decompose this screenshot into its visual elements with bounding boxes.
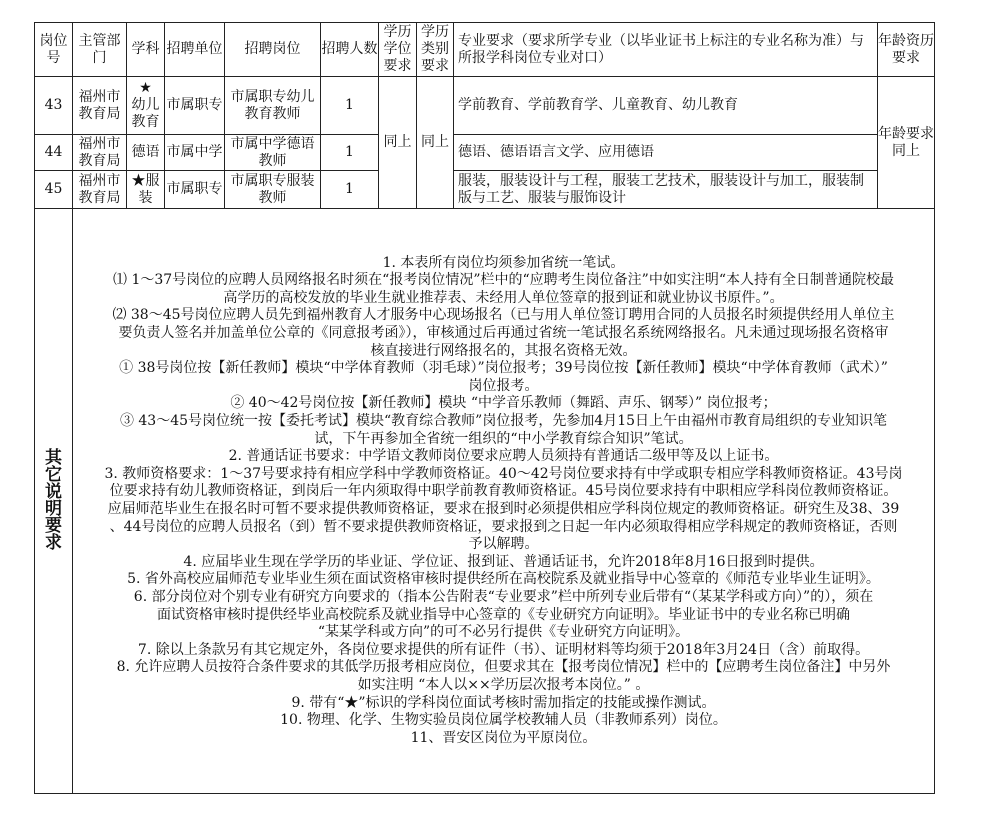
note-line: ⑵ 38～45号岗位应聘人员先到福州教育人才服务中心现场报名（已与用人单位签订聘用合同的人员报名时须提供经用人单位主 (112, 307, 895, 324)
note-line: 面试资格审核时提供经毕业高校院系及就业指导中心签章的《专业研究方向证明》。毕业证书中的专业名称已明确 (157, 606, 850, 623)
note-line: 予以解聘。 (468, 536, 539, 553)
notes-row (35, 209, 935, 794)
unit-cell: 市属中学 (165, 135, 225, 171)
notes-label-char: 求 (45, 533, 62, 553)
subject-cell (127, 135, 165, 171)
header-post: 招聘岗位 (225, 23, 321, 77)
dept-cell: 福州市教育局 (73, 77, 127, 135)
edu-degree-cell: 同上 (379, 77, 417, 209)
age-cell: 年龄要求同上 (878, 77, 935, 209)
subject-cell (127, 77, 165, 135)
header-edu-type: 学历类别要求 (417, 23, 454, 77)
note-line: 7. 除以上条款另有其它规定外，各岗位要求提供的所有证件（书）、证明材料等均须于2018年3月24日（含）前取得。 (137, 641, 870, 658)
dept-cell: 福州市教育局 (73, 171, 127, 209)
subject-cell (127, 171, 165, 209)
major-cell: 服装，服装设计与工程，服装工艺技术，服装设计与加工，服装制版与工艺、服装与服饰设计 (454, 171, 878, 209)
notes-label-char: 说 (45, 482, 62, 502)
note-line: 要负责人签名并加盖单位公章的《同意报考函》），审核通过后再通过省统一笔试报名系统网络报名。凡未通过现场报名资格审 (118, 325, 889, 342)
post-cell: 市属职专服装教师 (225, 171, 321, 209)
header-row (35, 23, 935, 77)
table-row (35, 171, 935, 209)
notes-body (73, 209, 935, 794)
count-cell: 1 (321, 135, 379, 171)
table-row (35, 135, 935, 171)
recruitment-table (34, 22, 935, 794)
subject-text: 德语 (131, 144, 160, 160)
subject-text: 幼儿教育 (131, 97, 160, 130)
note-line: 4. 应届毕业生现在学学历的毕业证、学位证、报到证、普通话证书，允许2018年8月16日报到时提供。 (183, 553, 824, 570)
note-line: 位要求持有幼儿教师资格证，到岗后一年内须取得中职学前教育教师资格证。45号岗位要求持有中职相应学科岗位教师资格证。 (109, 483, 898, 500)
note-line: 11、晋安区岗位为平原岗位。 (410, 729, 597, 746)
major-cell: 学前教育、学前教育学、儿童教育、幼儿教育 (454, 77, 878, 135)
star-icon: ★ (131, 172, 146, 189)
notes-label-char: 它 (45, 465, 62, 485)
unit-cell: 市属职专 (165, 77, 225, 135)
unit-cell: 市属职专 (165, 171, 225, 209)
note-line: “某某学科或方向”的可不必另行提供《专业研究方向证明》。 (317, 624, 690, 641)
note-line: 核直接进行网络报名的，其报名资格无效。 (370, 342, 637, 359)
note-line: 、44号岗位的应聘人员报名（到）暂不要求提供教师资格证，要求报到之日起一年内必须取得相应学科规定的教师资格证，否则 (109, 518, 898, 535)
note-line: 试，下午再参加全省统一组织的“中小学教育综合知识”笔试。 (314, 430, 693, 447)
header-edu-degree: 学历学位要求 (379, 23, 417, 77)
post-no-cell: 44 (35, 135, 73, 171)
note-line: 10. 物理、化学、生物实验员岗位属学校教辅人员（非教师系列）岗位。 (280, 712, 727, 729)
note-line: 6. 部分岗位对个别专业有研究方向要求的（指本公告附表“专业要求”栏中所列专业后带有“（某某学科或方向）”的），须在 (133, 588, 874, 605)
post-cell: 市属职专幼儿教育教师 (225, 77, 321, 135)
note-line: 5. 省外高校应届师范专业毕业生须在面试资格审核时提供经所在高校院系及就业指导中心签章的《师范专业毕业生证明》。 (127, 571, 880, 588)
table-row (35, 77, 935, 135)
post-no-cell: 43 (35, 77, 73, 135)
note-line: 9. 带有“★”标识的学科岗位面试考核时需加指定的技能或操作测试。 (291, 694, 716, 711)
note-line: 应届师范毕业生在报名时可暂不要求提供教师资格证，要求在报到时必须提供相应学科岗位规定的教师资格证。研究生及38、39 (107, 501, 900, 517)
note-line: 2. 普通话证书要求：中学语文教师岗位要求应聘人员须持有普通话二级甲等及以上证书。 (228, 448, 779, 465)
note-line: 高学历的高校发放的毕业生就业推荐表、未经用人单位签章的报到证和就业协议书原件。”。 (223, 289, 784, 306)
header-age: 年龄资历要求 (878, 23, 935, 77)
post-no-cell: 45 (35, 171, 73, 209)
notes-label-char: 明 (45, 499, 62, 519)
note-line: 如实注明 “本人以××学历层次报考本岗位。” 。 (357, 676, 650, 693)
header-subject: 学科 (127, 23, 165, 77)
header-major: 专业要求（要求所学专业（以毕业证书上标注的专业名称为准）与所报学科岗位专业对口） (454, 23, 878, 77)
star-icon: ★ (139, 80, 152, 96)
subject-text: 服装 (138, 172, 160, 206)
header-unit: 招聘单位 (165, 23, 225, 77)
notes-label-char: 要 (45, 516, 62, 536)
note-line: 3. 教师资格要求：1～37号要求持有相应学科中学教师资格证。40～42号岗位要求持有中学或职专相应学科教师资格证。43号岗 (104, 465, 903, 482)
note-line: ⑴ 1～37号岗位的应聘人员网络报名时须在“报考岗位情况”栏中的“应聘考生岗位备注”中如实注明“本人持有全日制普通院校最 (113, 272, 894, 289)
note-line: 8. 允许应聘人员按符合条件要求的其低学历报考相应岗位，但要求其在【报考岗位情况】栏中的【应聘考生岗位备注】中另外 (116, 659, 891, 676)
major-cell: 德语、德语语言文学、应用德语 (454, 135, 878, 171)
note-line: 1. 本表所有岗位均须参加省统一笔试。 (382, 254, 625, 271)
notes-label-char: 其 (45, 448, 62, 468)
dept-cell: 福州市教育局 (73, 135, 127, 171)
notes-label (35, 209, 73, 794)
header-count: 招聘人数 (321, 23, 379, 77)
count-cell: 1 (321, 171, 379, 209)
note-line: 岗位报考。 (468, 377, 539, 394)
note-line: ② 40～42号岗位按【新任教师】模块 “中学音乐教师（舞蹈、声乐、钢琴）” 岗位报考； (230, 395, 777, 412)
header-dept: 主管部门 (73, 23, 127, 77)
post-cell: 市属中学德语教师 (225, 135, 321, 171)
note-line: ③ 43～45号岗位统一按【委托考试】模块“教育综合教师”岗位报考，先参加4月15日上午由福州市教育局组织的专业知识笔 (119, 413, 888, 430)
edu-type-cell: 同上 (417, 77, 454, 209)
count-cell: 1 (321, 77, 379, 135)
header-post-no: 岗位号 (35, 23, 73, 77)
note-line: ① 38号岗位按【新任教师】模块“中学体育教师（羽毛球）”岗位报考；39号岗位按【新任教师】模块“中学体育教师（武术）” (119, 360, 888, 377)
